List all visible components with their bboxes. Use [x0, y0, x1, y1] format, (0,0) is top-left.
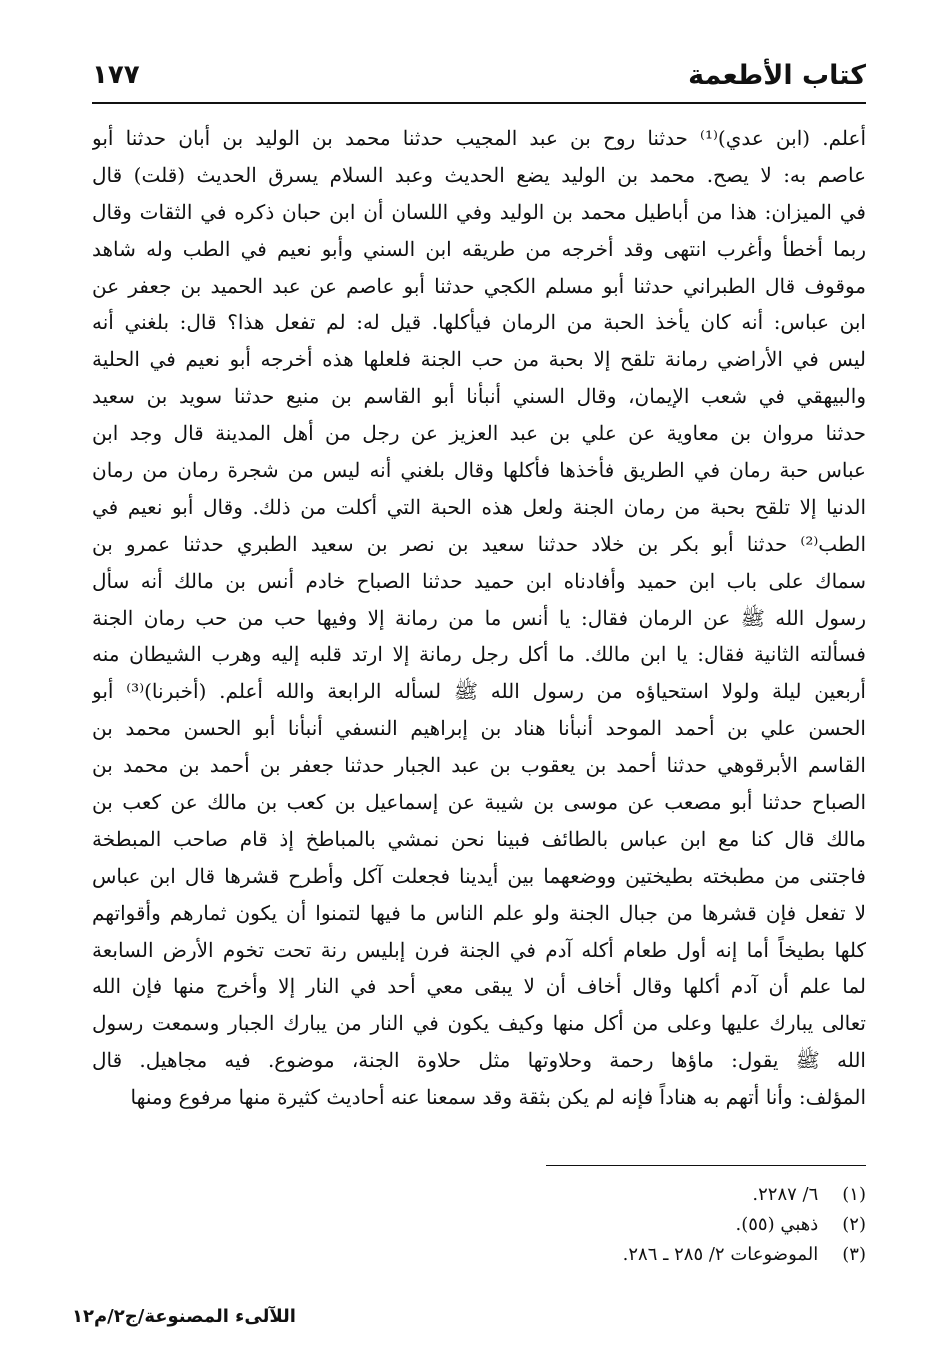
text-line: الصباح حدثنا أبو مصعب عن موسى بن شيبة عن إسماعيل بن كعب بن مالك عن كعب بن: [92, 790, 866, 815]
text-line: عاصم به: لا يصح. محمد بن الوليد يضع الحديث وعبد السلام يسرق الحديث (قلت) قال: [92, 162, 866, 187]
printer-signature: اللآلىء المصنوعة/ج٢/م١٢: [72, 1306, 296, 1327]
text-line: فاجتنى من مطبخته بطيختين ووضعهما بين أيدينا فجعلت آكل وأطرح قشرها قال ابن عباس: [92, 863, 866, 888]
footnote-text: الموضوعات ٢/ ٢٨٥ ـ ٢٨٦.: [622, 1244, 819, 1265]
text-line: الدنيا إلا تلقح بحبة من رمان الجنة ولعل هذه الحبة التي أكلت من ذلك. وقال أبو نعيم في: [92, 494, 866, 519]
text-line: الطب⁽²⁾ حدثنا أبو بكر بن خلاد حدثنا سعيد بن نصر بن سعيد الطبري حدثنا عمرو بن: [92, 531, 866, 556]
header-rule: [92, 102, 866, 104]
text-line: القاسم الأبرقوهي حدثنا أحمد بن يعقوب بن عبد الجبار حدثنا جعفر بن أحمد بن محمد بن: [92, 753, 866, 778]
footnote-rule: [546, 1165, 866, 1166]
page-number: ١٧٧: [92, 60, 140, 90]
footnotes: [266, 1180, 866, 1270]
main-text: [92, 120, 866, 1116]
text-line: تعالى يبارك عليها وعلى من أكل منها وكيف يكون في النار من يبارك الجبار وسمعت رسول: [92, 1011, 866, 1036]
text-line: الحسن علي بن أحمد الموحد أنبأنا هناد بن إبراهيم النسفي أنبأنا أبو الحسن محمد بن: [92, 716, 866, 741]
text-line: مالك قال كنا مع ابن عباس بالطائف فبينا نحن نمشي بالمباطخ إذ قام صاحب المبطخة: [92, 826, 866, 851]
text-line: أعلم. (ابن عدي)⁽¹⁾ حدثنا روح بن عبد المجيب حدثنا محمد بن الوليد بن أبان حدثنا أبو: [92, 126, 866, 150]
text-line: في الميزان: هذا من أباطيل محمد بن الوليد وفي اللسان أن ابن حبان ذكره في الثقات وقال: [92, 199, 866, 224]
text-line: ابن عباس: أنه كان يأخذ الحبة من الرمان فيأكلها. قيل له: لم تفعل هذا؟ قال: بلغني أنه: [92, 310, 866, 335]
text-line: ربما أخطأ وأغرب انتهى وقد أخرجه من طريقه ابن السني وأبو نعيم في الطب وله شاهد: [92, 236, 866, 261]
text-line: كلها بطيخاً أما إنه أول طعام أكله آدم في الجنة فرن إبليس رنة تحت تخوم الأرض السابعة: [92, 937, 866, 962]
footnote-text: ذهبي (٥٥).: [735, 1214, 819, 1235]
text-line: ليس في الأراضي رمانة تلقح إلا بحبة من حب الجنة فلعلها هذه أخرجه أبو نعيم في الحلية: [92, 347, 866, 372]
text-line: فسألته الثانية فقال: يا ابن مالك. ما أكل رجل رمانة إلا ارتد قلبه إليه وهرب الشيطان منه: [92, 642, 866, 667]
footnote-number: (٣): [842, 1244, 866, 1265]
page-header: [92, 60, 866, 100]
text-line: سماك على باب ابن حميد وأفادناه ابن حميد حدثنا الصباح خادم أنس بن مالك أنه سأل: [92, 568, 866, 593]
footnote-text: ٦/ ٢٢٨٧.: [752, 1184, 819, 1205]
footnote: [266, 1240, 866, 1270]
chapter-title: كتاب الأطعمة: [688, 60, 866, 91]
text-line: والبيهقي في شعب الإيمان، وقال السني أنبأنا أبو القاسم بن منيع حدثنا سويد بن سعيد: [92, 384, 866, 409]
text-line: حدثنا مروان بن معاوية عن علي بن عبد العزيز عن رجل من أهل المدينة قال وجد ابن: [92, 421, 866, 446]
text-line: عباس حبة رمان في الطريق فأخذها فأكلها وقال بلغني أنه ليس من شجرة رمان من رمان: [92, 458, 866, 483]
text-line: رسول الله ﷺ عن الرمان فقال: يا أنس ما من رمانة إلا وفيها حب من حب رمان الجنة: [92, 605, 866, 630]
text-line: الله ﷺ يقول: ماؤها رحمة وحلاوتها مثل حلاوة الجنة، موضوع. فيه مجاهيل. قال: [92, 1048, 866, 1073]
text-line: لما علم أن آدم أكلها وقال أخاف أن لا يبقى معي أحد في النار إلا وأخرج منها فإن الله: [92, 974, 866, 999]
text-line: موقوف قال الطبراني حدثنا أبو مسلم الكجي حدثنا أبو عاصم عن عبد الحميد بن جعفر عن: [92, 273, 866, 298]
footnote-number: (٢): [842, 1214, 866, 1235]
text-line: أربعين ليلة ولولا استحياؤه من رسول الله ﷺ لسأله الرابعة والله أعلم. (أخبرنا)⁽³⁾ أبو: [92, 679, 866, 704]
text-line: لا تفعل فإن قشرها من جبال الجنة ولو علم الناس ما فيها لتمنوا أن يكون ثمارهم وأقواتهم: [92, 900, 866, 925]
footnote-number: (١): [842, 1184, 866, 1205]
text-line: المؤلف: وأنا أتهم به هناداً فإنه لم يكن بثقة وقد سمعنا عنه أحاديث كثيرة منها مرفوع ومنها: [130, 1085, 866, 1110]
footnote: [266, 1210, 866, 1240]
footnote: [266, 1180, 866, 1210]
